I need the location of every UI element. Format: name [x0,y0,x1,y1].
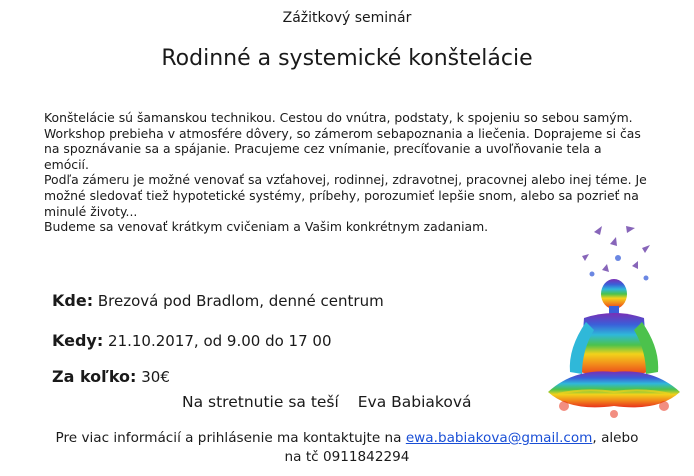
organizer-name: Eva Babiaková [357,393,472,411]
description-paragraph: Podľa zámeru je možné venovať sa vzťahovej, rodinnej, zdravotnej, pracovnej alebo inej téme. Je možné sledovať tiež hypotetické systémy, príbehy, porozumieť lepšie snom, alebo sa pozrieť na minulé životy... [44,172,647,219]
event-subtitle: Zážitkový seminár [282,10,412,26]
greeting [182,393,472,411]
email-link[interactable]: ewa.babiakova@gmail.com [405,430,593,446]
info-date [52,331,332,350]
event-title: Rodinné a systemické konštelácie [161,46,533,71]
date-value: 21.10.2017, od 9.00 do 17 00 [108,332,332,350]
contact-middle: , alebo [592,430,639,446]
info-price [52,367,170,386]
description-paragraph: Konštelácie sú šamanskou technikou. Cestou do vnútra, podstaty, k spojeniu so sebou samým. [44,110,633,125]
contact-phone: na tč 0911842294 [284,449,410,465]
place-label: Kde: [52,291,94,310]
contact-line-1 [0,429,694,448]
price-label: Za koľko: [52,367,137,386]
description-paragraph: Budeme sa venovať krátkym cvičeniam a Vašim konkrétnym zadaniam. [44,219,489,235]
description-paragraph: Workshop prebieha v atmosfére dôvery, so zámerom sebapoznania a liečenia. Doprajeme si čas na spoznávanie sa a spájanie. Pracujeme cez vnímanie, precíťovanie a uvoľňovanie tela a emócií. [44,125,641,172]
contact-prefix: Pre viac informácií a prihlásenie ma kontaktujte na [55,430,402,446]
price-value: 30€ [141,368,170,386]
contact-info [0,429,694,467]
info-place [52,291,384,310]
meditating-figure-rainbow-chakra-icon [534,222,694,428]
place-value: Brezová pod Bradlom, denné centrum [97,292,384,310]
greeting-text: Na stretnutie sa teší [182,393,339,411]
description [44,110,650,235]
date-label: Kedy: [52,331,104,350]
